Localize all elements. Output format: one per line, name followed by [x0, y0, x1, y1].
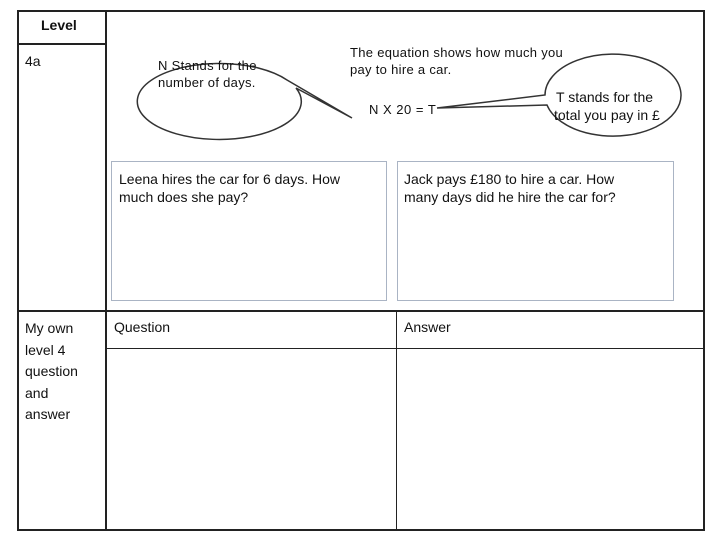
own-level-line: My own: [25, 320, 74, 336]
n-note-line: number of days.: [158, 75, 256, 90]
jack-question-line: many days did he hire the car for?: [404, 189, 616, 205]
jack-question: [404, 170, 670, 206]
n-note: [158, 57, 257, 91]
equation: N X 20 = T: [369, 102, 437, 117]
own-level-line: level 4: [25, 341, 66, 358]
question-header: Question: [114, 319, 171, 335]
t-note-line: total you pay in £: [554, 107, 660, 123]
answer-header: Answer: [404, 319, 451, 335]
leena-question-line: Leena hires the car for 6 days. How: [119, 171, 341, 187]
own-question-area[interactable]: [107, 350, 396, 529]
equation-note-line: pay to hire a car.: [350, 62, 452, 77]
leena-question-box: [111, 161, 387, 301]
t-note: [554, 88, 660, 124]
jack-question-box: [397, 161, 674, 301]
jack-question-line: Jack pays £180 to hire a car. How: [404, 171, 615, 187]
own-level-line: question: [25, 363, 78, 379]
own-answer-area[interactable]: [397, 350, 703, 529]
leena-question-line: much does she pay?: [119, 189, 249, 205]
level-header: Level: [41, 17, 77, 33]
level-value: 4a: [25, 53, 41, 69]
t-note-line: T stands for the: [556, 89, 654, 105]
leena-question: [119, 170, 383, 206]
n-note-line: N Stands for the: [158, 58, 257, 73]
equation-note: [350, 44, 563, 78]
own-level-line: and: [25, 384, 49, 401]
own-level-line: answer: [25, 406, 71, 422]
equation-note-line: The equation shows how much you: [350, 45, 564, 60]
